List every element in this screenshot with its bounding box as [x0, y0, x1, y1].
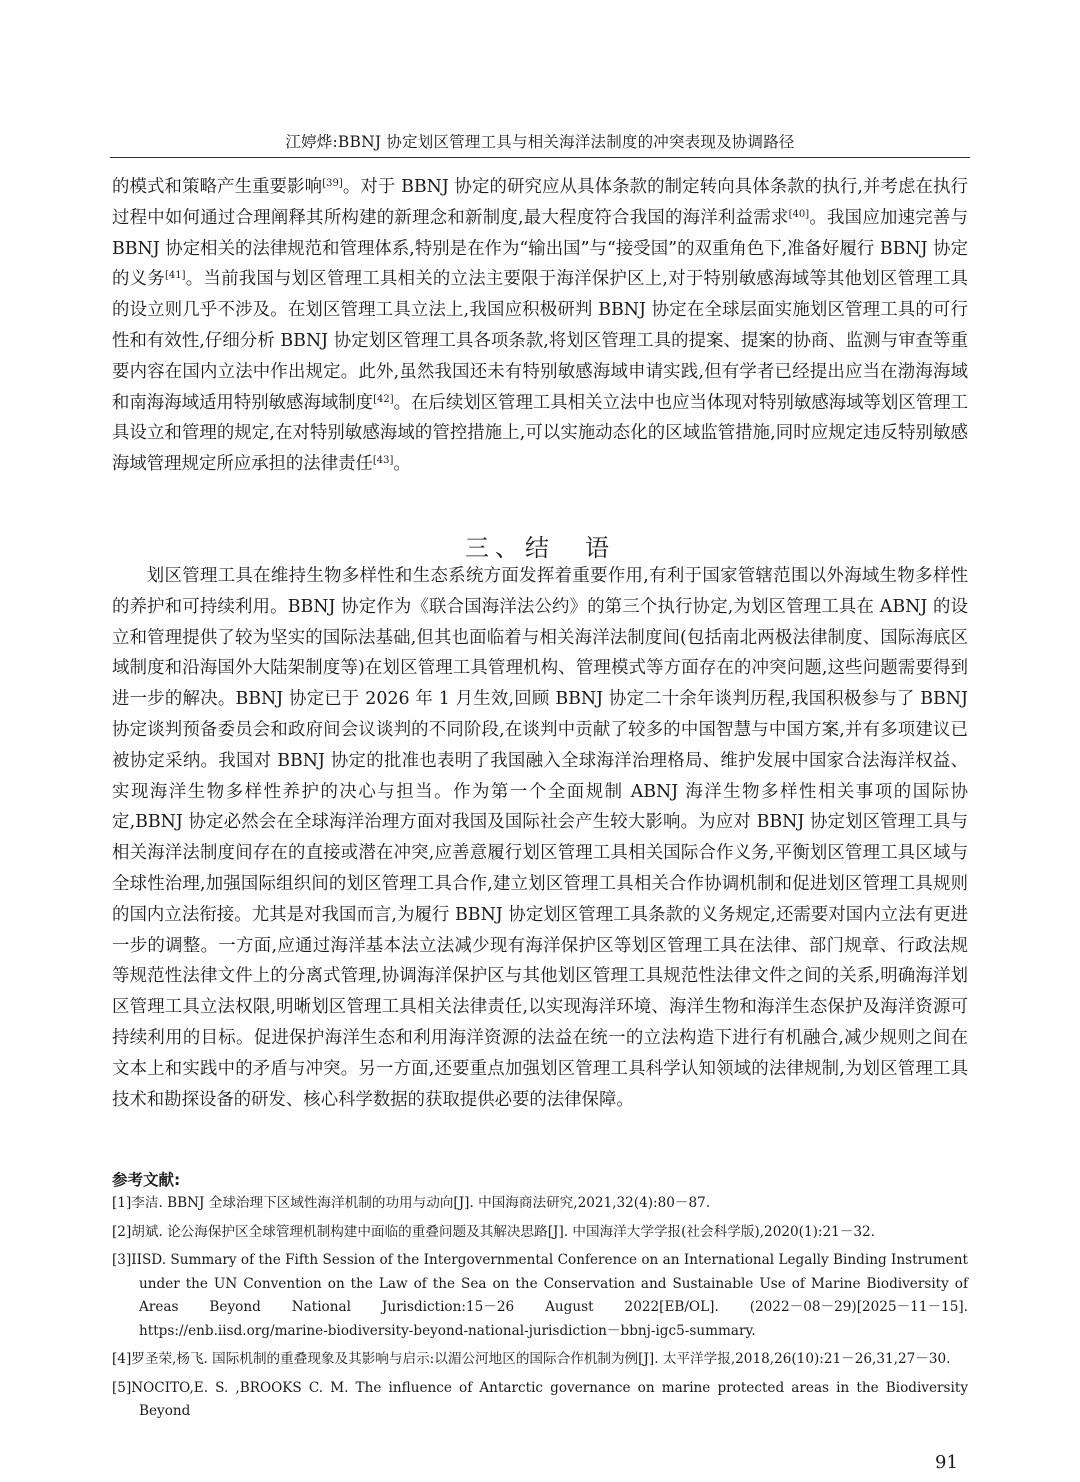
running-header: 江婷烨:BBNJ 协定划区管理工具与相关海洋法制度的冲突表现及协调路径 — [285, 133, 795, 151]
paragraph-1-text-f: 。 — [393, 454, 411, 475]
reference-item: [1]李洁. BBNJ 全球治理下区域性海洋机制的功用与动向[J]. 中国海商法研究,2021,32(4):80－87. — [112, 1195, 711, 1211]
citation-42: [42] — [373, 393, 394, 405]
header-rule — [110, 157, 970, 158]
paragraph-1-text-a: 的模式和策略产生重要影响 — [112, 177, 323, 197]
reference-item: [2]胡斌. 论公海保护区全球管理机制构建中面临的重叠问题及其解决思路[J]. 中国海洋大学学报(社会科学版),2020(1):21－32. — [112, 1223, 875, 1240]
paragraph-1-text-d: 。当前我国与划区管理工具相关的立法主要限于海洋保护区上,对于特别敏感海域等其他划区管理工具的设立则几乎不涉及。在划区管理工具立法上,我国应积极研判 BBNJ 协定在全球层面实施划区管理工具的可行性和有效性,仔细分析 BBNJ 协定划区管理工具各项条款,将划区管理工具的提案、提案的协商、监测与审查等重要内容在国内立法中作出规定。此外,虽然我国还未有特别敏感海域申请实践,但有学者已经提出应当在渤海海域和南海海域适用特别敏感海域制度 — [112, 269, 968, 413]
citation-41: [41] — [164, 270, 186, 282]
reference-item: [5]NOCITO,E. S. ,BROOKS C. M. The influence of Antarctic governance on marine protected areas in the Biodiversity Beyond — [112, 1379, 968, 1419]
paragraph-1-text-e: 。在后续划区管理工具相关立法中也应当体现对特别敏感海域等划区管理工具设立和管理的规定,在对特别敏感海域的管控措施上,可以实施动态化的区域监管措施,同时应规定违反特别敏感海域管理规定所应承担的法律责任 — [112, 392, 968, 475]
reference-item: [3]IISD. Summary of the Fifth Session of the Intergovernmental Conference on an International Legally Binding Instrument under the UN Convention on the Law of the Sea on the Conservation and Sustainable Use of Marine Biodiversity of Areas Beyond National Jurisdiction:15－26 August 2022[EB/OL]. (2022－08－29)[2025－11－15]. https://enb.iisd.org/marine-biodiversity-beyond-national-jurisdiction－bbnj-igc5-summary. — [112, 1252, 968, 1339]
body-paragraph-2: 划区管理工具在维持生物多样性和生态系统方面发挥着重要作用,有利于国家管辖范围以外海域生物多样性的养护和可持续利用。BBNJ 协定作为《联合国海洋法公约》的第三个执行协定,为划区管理工具在 ABNJ 的设立和管理提供了较为坚实的国际法基础,但其也面临着与相关海洋法制度间(包括南北两极法律制度、国际海底区域制度和沿海国外大陆架制度等)在划区管理工具管理机构、管理模式等方面存在的冲突问题,这些问题需要得到进一步的解决。BBNJ 协定已于 2026 年 1 月生效,回顾 BBNJ 协定二十余年谈判历程,我国积极参与了 BBNJ 协定谈判预备委员会和政府间会议谈判的不同阶段,在谈判中贡献了较多的中国智慧与中国方案,并有多项建议已被协定采纳。我国对 BBNJ 协定的批准也表明了我国融入全球海洋治理格局、维护发展中国家合法海洋权益、实现海洋生物多样性养护的决心与担当。作为第一个全面规制 ABNJ 海洋生物多样性相关事项的国际协定,BBNJ 协定必然会在全球海洋治理方面对我国及国际社会产生较大影响。为应对 BBNJ 协定划区管理工具与相关海洋法制度间存在的直接或潜在冲突,应善意履行划区管理工具相关国际合作义务,平衡划区管理工具区域与全球性治理,加强国际组织间的划区管理工具合作,建立划区管理工具相关合作协调机制和促进划区管理工具规则的国内立法衔接。尤其是对我国而言,为履行 BBNJ 协定划区管理工具条款的义务规定,还需要对国内立法有更进一步的调整。一方面,应通过海洋基本法立法减少现有海洋保护区等划区管理工具在法律、部门规章、行政法规等规范性法律文件上的分离式管理,协调海洋保护区与其他划区管理工具规范性法律文件之间的关系,明确海洋划区管理工具立法权限,明晰划区管理工具相关法律责任,以实现海洋环境、海洋生物和海洋生态保护及海洋资源可持续利用的目标。促进保护海洋生态和利用海洋资源的法益在统一的立法构造下进行有机融合,减少规则之间在文本上和实践中的矛盾与冲突。另一方面,还要重点加强划区管理工具科学认知领域的法律规制,为划区管理工具技术和勘探设备的研发、核心科学数据的获取提供必要的法律保障。 — [112, 566, 968, 1110]
citation-39: [39] — [322, 178, 343, 189]
references-list — [112, 1192, 968, 1429]
citation-43: [43] — [372, 455, 394, 467]
paragraph-1-text-b: 。对于 BBNJ 协定的研究应从具体条款的制定转向具体条款的执行,并考虑在执行过程中如何通过合理阐释其所构建的新理念和新制度,最大程度符合我国的海洋利益需求 — [112, 177, 968, 228]
citation-40: [40] — [788, 208, 810, 220]
page-number: 91 — [935, 1452, 958, 1473]
reference-item: [4]罗圣荣,杨飞. 国际机制的重叠现象及其影响与启示:以湄公河地区的国际合作机制为例[J]. 太平洋学报,2018,26(10):21－26,31,27－30. — [112, 1351, 951, 1367]
body-paragraph-1 — [112, 172, 968, 480]
references-title: 参考文献: — [112, 1171, 181, 1189]
paragraph-1-text-c: 。我国应加速完善与 BBNJ 协定相关的法律规范和管理体系,特别是在作为“输出国”与“接受国”的双重角色下,准备好履行 BBNJ 协定的义务 — [112, 207, 968, 290]
section-heading: 三、结 语 — [465, 533, 615, 562]
